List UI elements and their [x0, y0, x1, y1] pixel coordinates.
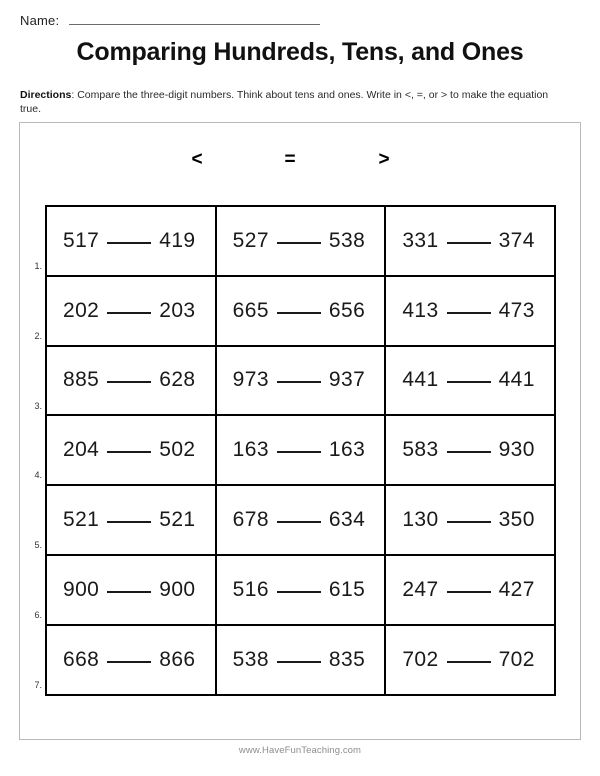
row-number: 3.	[34, 400, 42, 411]
answer-blank[interactable]	[277, 229, 321, 244]
problem-expression	[233, 438, 366, 462]
symbol-legend	[19, 148, 581, 178]
problems-table-wrapper	[45, 205, 556, 694]
answer-blank[interactable]	[277, 508, 321, 523]
problem-expression	[233, 648, 366, 672]
row-number: 4.	[34, 470, 42, 481]
row-number: 2.	[34, 330, 42, 341]
problem-cell[interactable]	[46, 276, 216, 346]
left-number: 331	[402, 228, 439, 252]
answer-blank[interactable]	[107, 578, 151, 593]
problem-cell[interactable]	[46, 346, 216, 416]
legend-greater-than-symbol: >	[378, 149, 390, 170]
left-number: 204	[63, 438, 100, 462]
problem-expression	[233, 578, 366, 602]
problem-expression	[402, 229, 535, 253]
problem-cell[interactable]	[216, 415, 386, 485]
right-number: 900	[159, 577, 196, 601]
problem-cell[interactable]	[385, 555, 555, 625]
problem-expression	[402, 578, 535, 602]
problem-cell[interactable]	[216, 206, 386, 276]
right-number: 419	[159, 228, 196, 252]
right-number: 427	[498, 577, 535, 601]
right-number: 930	[498, 438, 535, 462]
right-number: 835	[328, 647, 366, 671]
answer-blank[interactable]	[447, 508, 491, 523]
problem-cell[interactable]	[216, 276, 386, 346]
problem-expression	[63, 648, 196, 672]
problem-cell[interactable]	[216, 555, 386, 625]
left-number: 973	[232, 368, 269, 392]
answer-blank[interactable]	[107, 508, 151, 523]
left-number: 163	[232, 438, 269, 462]
left-number: 885	[63, 368, 100, 392]
problem-expression	[233, 368, 366, 392]
right-number: 521	[159, 508, 196, 532]
right-number: 374	[498, 228, 535, 252]
directions-text	[20, 88, 572, 116]
right-number: 350	[498, 508, 535, 532]
problem-expression	[63, 438, 196, 462]
problem-expression	[63, 368, 196, 392]
answer-blank[interactable]	[107, 229, 151, 244]
right-number: 203	[159, 298, 196, 322]
legend-equal-symbol: =	[284, 149, 296, 170]
answer-blank[interactable]	[447, 368, 491, 383]
problem-cell[interactable]	[46, 415, 216, 485]
problem-cell[interactable]	[46, 206, 216, 276]
row-number: 7.	[34, 680, 42, 690]
right-number: 163	[328, 438, 366, 462]
answer-blank[interactable]	[107, 368, 151, 383]
problem-cell[interactable]	[216, 625, 386, 695]
problem-expression	[402, 438, 535, 462]
problem-cell[interactable]	[46, 555, 216, 625]
problem-cell[interactable]	[385, 485, 555, 555]
problem-cell[interactable]	[216, 485, 386, 555]
problem-cell[interactable]	[385, 206, 555, 276]
left-number: 247	[402, 577, 439, 601]
problem-cell[interactable]	[216, 346, 386, 416]
directions-body: : Compare the three-digit numbers. Think about tens and ones. Write in <, =, or > to make the equation true.	[20, 89, 549, 115]
problem-expression	[63, 299, 196, 323]
page-title: Comparing Hundreds, Tens, and Ones	[76, 38, 524, 66]
left-number: 413	[402, 298, 439, 322]
answer-blank[interactable]	[277, 299, 321, 314]
right-number: 937	[328, 368, 366, 392]
answer-blank[interactable]	[447, 648, 491, 663]
right-number: 538	[328, 228, 366, 252]
answer-blank[interactable]	[277, 438, 321, 453]
problems-table	[45, 205, 556, 696]
answer-blank[interactable]	[107, 648, 151, 663]
answer-blank[interactable]	[447, 438, 491, 453]
left-number: 517	[63, 228, 100, 252]
problem-cell[interactable]	[46, 625, 216, 695]
name-write-line[interactable]	[69, 12, 320, 25]
left-number: 538	[232, 647, 269, 671]
answer-blank[interactable]	[277, 578, 321, 593]
problem-cell[interactable]	[385, 276, 555, 346]
problem-cell[interactable]	[385, 346, 555, 416]
right-number: 473	[498, 298, 535, 322]
table-row	[46, 485, 555, 555]
right-number: 502	[159, 438, 196, 462]
answer-blank[interactable]	[277, 648, 321, 663]
left-number: 521	[63, 508, 100, 532]
table-row	[46, 415, 555, 485]
table-row	[46, 625, 555, 695]
row-number: 1.	[34, 260, 42, 271]
table-row	[46, 555, 555, 625]
problem-cell[interactable]	[385, 625, 555, 695]
right-number: 866	[159, 647, 196, 671]
left-number: 900	[63, 577, 100, 601]
table-row	[46, 206, 555, 276]
left-number: 702	[402, 647, 439, 671]
problems-table-body	[46, 206, 555, 695]
directions-label: Directions	[20, 89, 72, 101]
right-number: 656	[328, 298, 366, 322]
problem-cell[interactable]	[385, 415, 555, 485]
problem-expression	[233, 508, 366, 532]
right-number: 702	[498, 647, 535, 671]
problem-cell[interactable]	[46, 485, 216, 555]
name-field-row	[20, 12, 320, 34]
answer-blank[interactable]	[447, 229, 491, 244]
row-number: 6.	[34, 610, 42, 621]
left-number: 130	[402, 508, 439, 532]
left-number: 583	[402, 438, 439, 462]
problem-expression	[402, 508, 535, 532]
left-number: 678	[232, 508, 269, 532]
problem-expression	[402, 368, 535, 392]
problem-expression	[233, 299, 366, 323]
name-label: Name:	[20, 13, 60, 28]
problem-expression	[63, 578, 196, 602]
answer-blank[interactable]	[447, 578, 491, 593]
answer-blank[interactable]	[277, 368, 321, 383]
left-number: 665	[232, 298, 269, 322]
table-row	[46, 346, 555, 416]
problem-expression	[233, 229, 366, 253]
row-number-gutter	[18, 205, 44, 694]
right-number: 634	[328, 508, 366, 532]
problem-expression	[63, 508, 196, 532]
problem-expression	[402, 299, 535, 323]
answer-blank[interactable]	[107, 299, 151, 314]
problem-expression	[402, 648, 535, 672]
answer-blank[interactable]	[107, 438, 151, 453]
left-number: 441	[402, 368, 439, 392]
left-number: 668	[63, 647, 100, 671]
right-number: 628	[159, 368, 196, 392]
footer-url: www.HaveFunTeaching.com	[238, 745, 362, 756]
row-number: 5.	[34, 540, 42, 551]
legend-less-than-symbol: <	[191, 149, 203, 170]
right-number: 441	[498, 368, 535, 392]
left-number: 202	[63, 298, 100, 322]
problem-expression	[63, 229, 196, 253]
answer-blank[interactable]	[447, 299, 491, 314]
left-number: 527	[232, 228, 269, 252]
right-number: 615	[328, 577, 366, 601]
table-row	[46, 276, 555, 346]
left-number: 516	[232, 577, 269, 601]
